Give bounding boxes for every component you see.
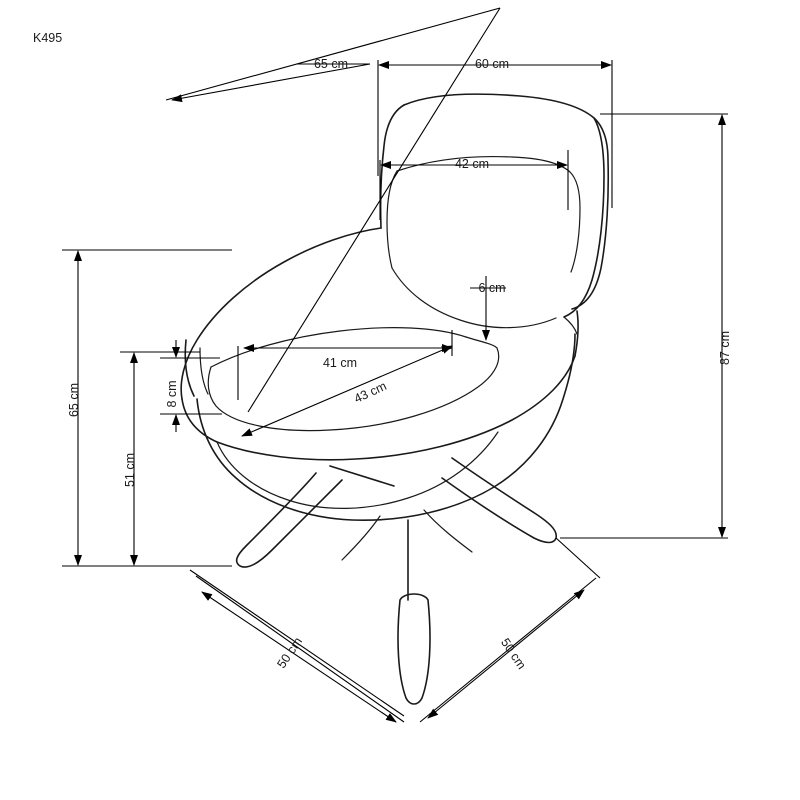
dimension-label-backrest-width: 42 cm	[454, 157, 490, 171]
dimension-label-cushion-thickness: 8 cm	[165, 380, 179, 408]
dimension-label-base-span-left: 50 cm	[274, 634, 306, 671]
model-label: K495	[33, 31, 63, 45]
dimension-label-height-total: 87 cm	[718, 330, 732, 366]
dimension-label-armrest-height: 65 cm	[67, 382, 81, 418]
dimension-label-seat-depth: 43 cm	[351, 378, 389, 406]
dimension-label-seat-width: 41 cm	[322, 356, 358, 370]
chair-illustration	[181, 94, 608, 704]
dimension-label-width-total: 60 cm	[474, 57, 510, 71]
dimension-label-depth-total: 65 cm	[313, 57, 349, 71]
dimension-labels	[33, 31, 732, 672]
dimension-label-seat-front-depth: 6 cm	[478, 281, 506, 295]
dimension-lines	[62, 8, 728, 722]
dimension-label-back-height: 51 cm	[123, 452, 137, 488]
dimension-label-base-span-right: 50 cm	[497, 635, 529, 672]
